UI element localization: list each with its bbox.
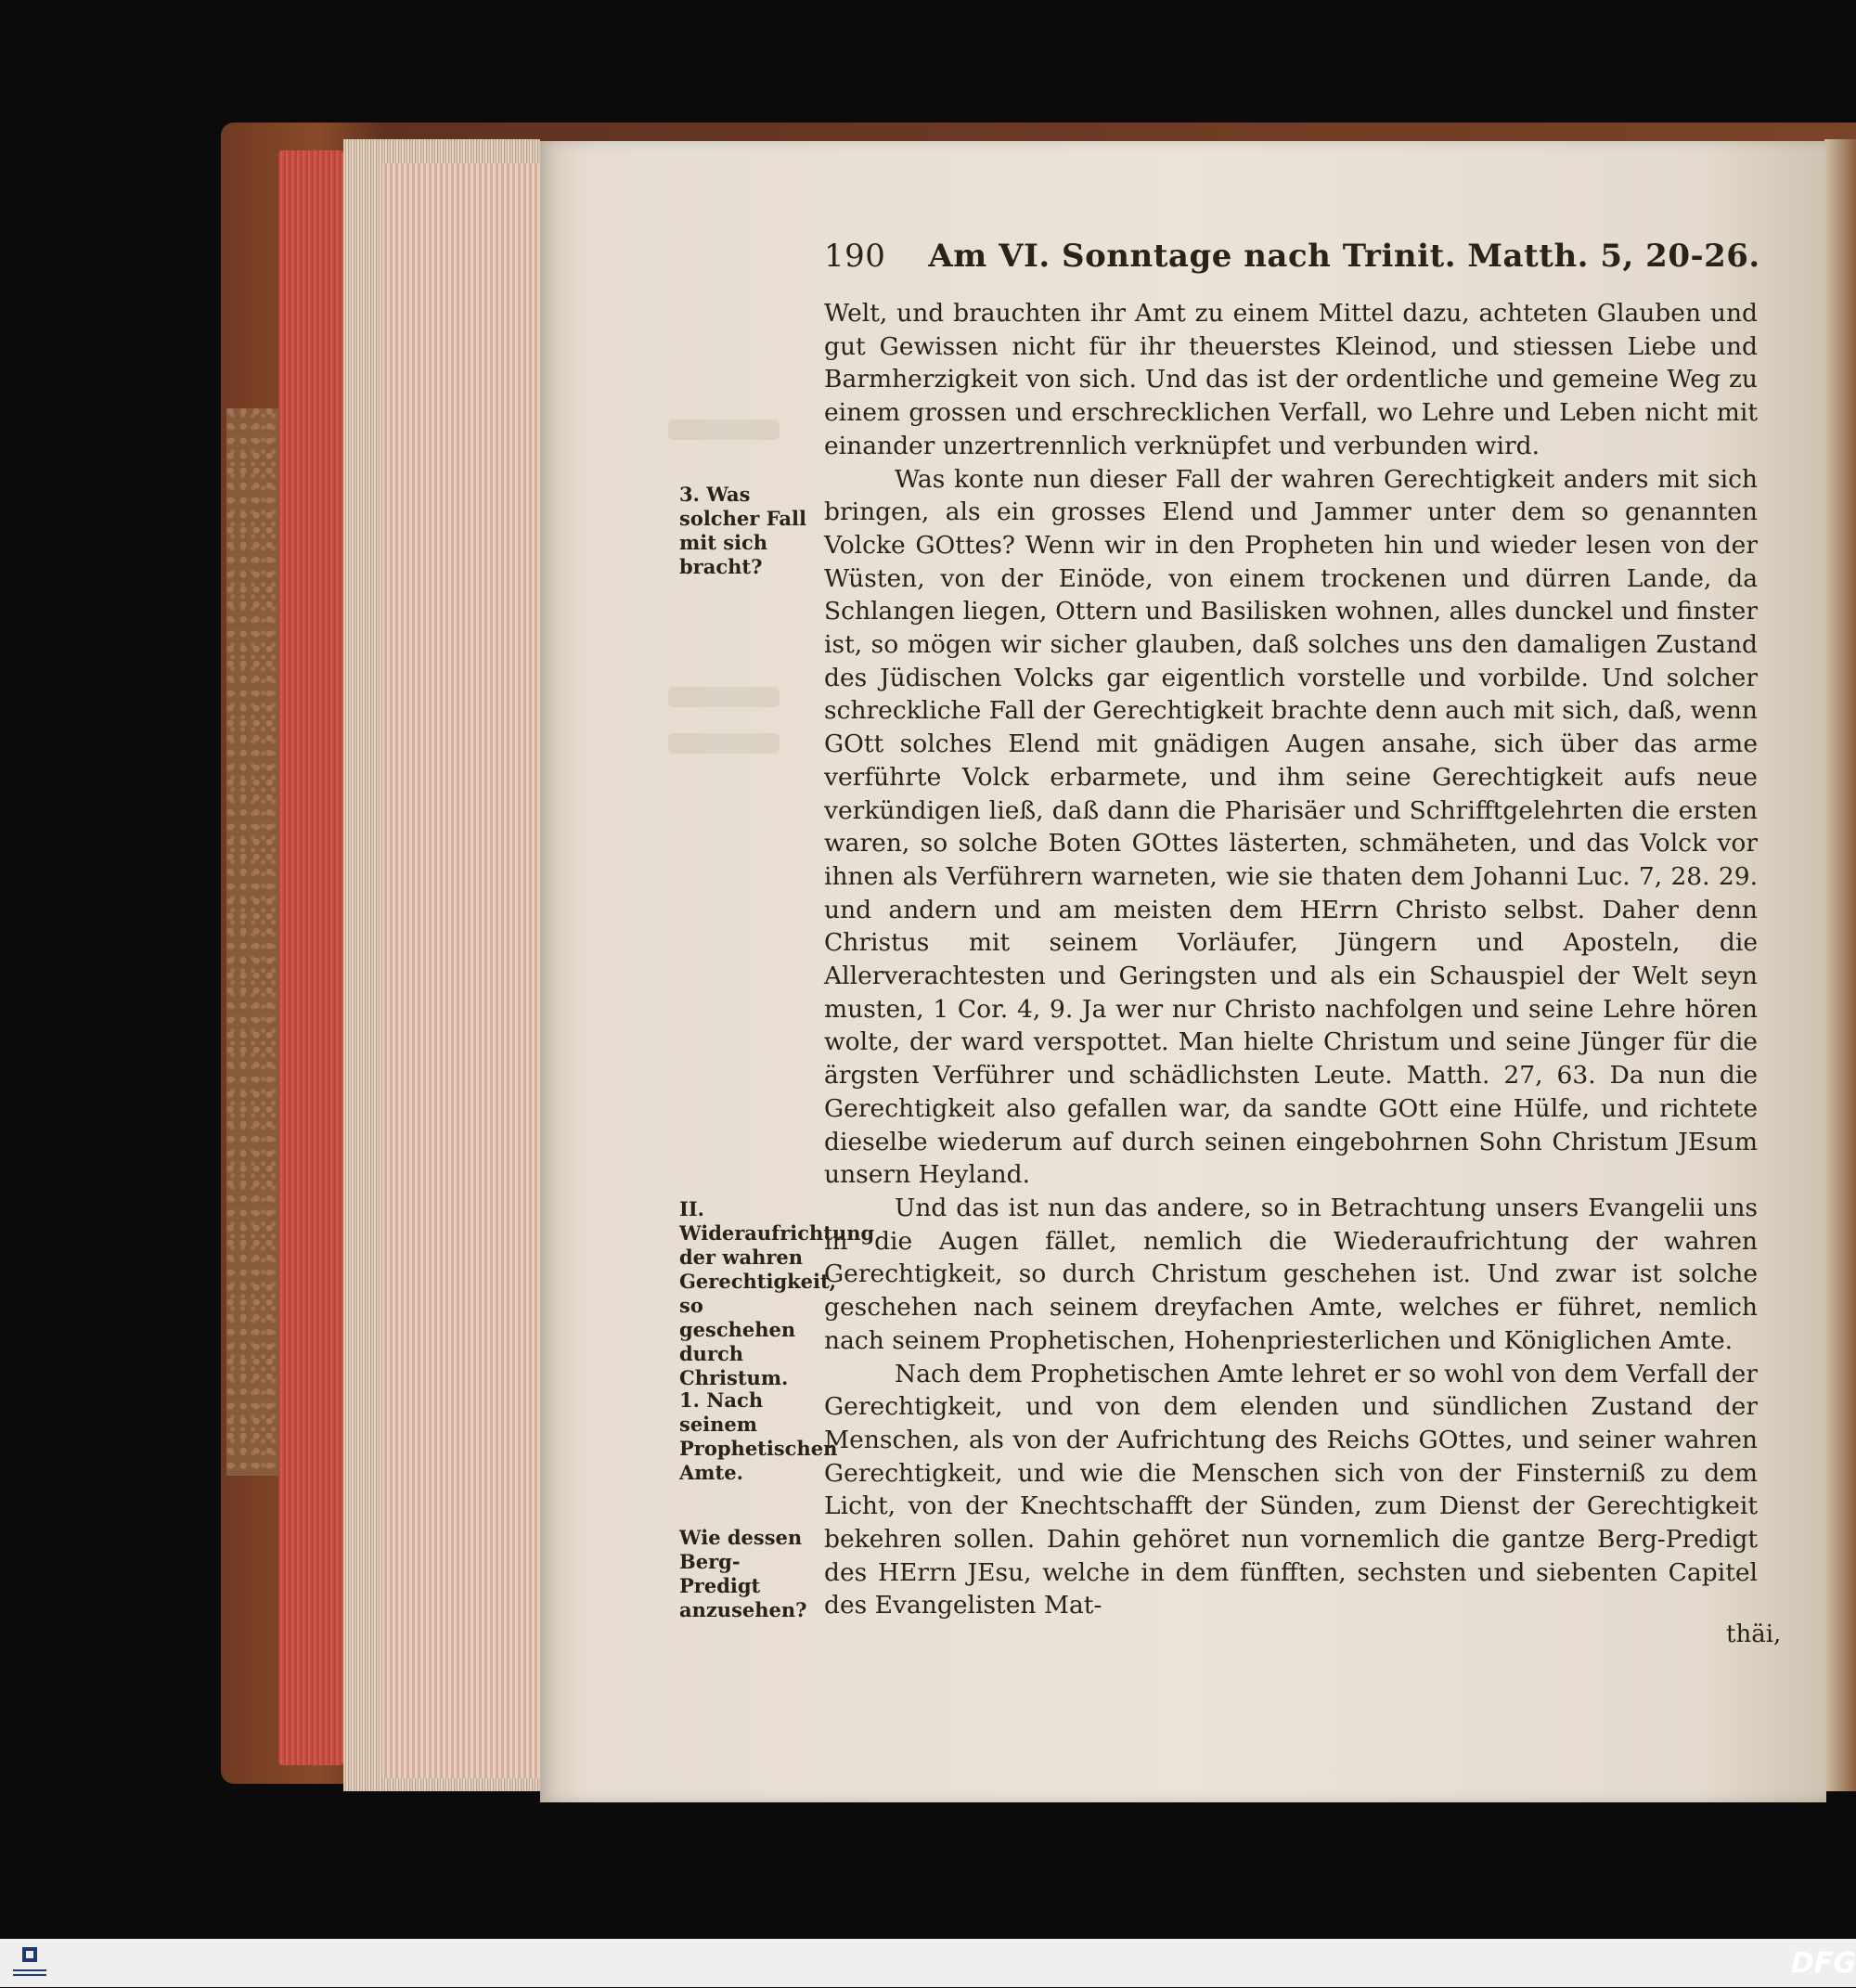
franckesche-stiftungen-logo-icon (6, 1943, 54, 1984)
margin-note-wideraufrichtung: II. Wideraufrichtung der wahren Gerechtigkeit, so geschehen durch Christum. (679, 1197, 875, 1389)
paragraph: Nach dem Prophetischen Amte lehret er so wohl von dem Verfall der Gerechtigkeit, und von dem elenden und sündlichen Zustand der Menschen, als von der Aufrichtung des Reichs GOttes, und seiner wahren Gerechtigkeit, und wie die Menschen sich von der Finsterniß zu dem Licht, von der Knechtschafft der Sünden, zum Dienst der Gerechtigkeit bekehren sollen. Dahin gehöret nun vornemlich die gantze Berg-Predigt des HErrn JEsu, welche in dem fünfften, sechsten und siebenten Capitel des Evangelisten Mat- (824, 1359, 1758, 1620)
red-page-edge (278, 150, 343, 1765)
body-text (824, 297, 1758, 1622)
right-page-edge (1824, 139, 1856, 1791)
marbled-endpaper (226, 408, 282, 1476)
margin-note-berg-predigt: Wie dessen Berg-Predigt anzusehen? (679, 1526, 807, 1621)
show-through-mark (668, 687, 780, 707)
paragraph: Welt, und brauchten ihr Amt zu einem Mittel dazu, achteten Glauben und gut Gewissen nicht für ihr theuerstes Kleinod, und stiessen Liebe und Barmherzigkeit von sich. Und das ist der ordentliche und gemeine Weg zu einem grossen und erschrecklichen Verfall, wo Lehre und Leben nicht mit einander unzertrennlich verknüpfet und verbunden wird. (824, 299, 1758, 460)
footer-bar (0, 1939, 1856, 1987)
running-title: Am VI. Sonntage nach Trinit. Matth. 5, 20-26. (928, 238, 1760, 275)
catchword: thäi, (1726, 1620, 1782, 1648)
page-number: 190 (824, 238, 886, 275)
show-through-mark (668, 733, 780, 754)
page-stack-inner (382, 163, 540, 1778)
paragraph: Und das ist nun das andere, so in Betrachtung unsers Evangelii uns in die Augen fället, nemlich die Wiederaufrichtung der wahren Gerechtigkeit, so durch Christum geschehen ist. Und zwar ist solche geschehen nach seinem dreyfachen Amte, welches er führet, nemlich nach seinem Prophetischen, Hohenpriesterlichen und Königlichen Amte. (824, 1193, 1758, 1355)
paragraph: Was konte nun dieser Fall der wahren Gerechtigkeit anders mit sich bringen, als ein grosses Elend und Jammer unter dem so genannten Volcke GOttes? Wenn wir in den Propheten hin und wieder lesen von der Wüsten, von der Einöde, von einem trockenen und dürren Lande, da Schlangen liegen, Ottern und Basilisken wohnen, alles dunckel und finster ist, so mögen wir sicher glauben, daß solches uns den damaligen Zustand des Jüdischen Volcks gar eigentlich vorstelle und vorbilde. Und solcher schreckliche Fall der Gerechtigkeit brachte denn auch mit sich, daß, wenn GOtt solches Elend mit gnädigen Augen ansahe, sich über das arme verführte Volck erbarmete, und ihm seine Gerechtigkeit aufs neue verkündigen ließ, daß dann die Pharisäer und Schrifftgelehrten die ersten waren, so solche Boten GOttes lästerten, schmäheten, und das Volck vor ihnen als Verführern warneten, wie sie thaten dem Johanni Luc. 7, 28. 29. und andern und am meisten dem HErrn Christo selbst. Daher denn Christus mit seinem Vorläufer, Jüngern und Aposteln, die Allerverachtesten und Geringsten und als ein Schauspiel der Welt seyn musten, 1 Cor. 4, 9. Ja wer nur Christo nachfolgen und seine Lehre hören wolte, der ward verspottet. Man hielte Christum und seine Jünger für die ärgsten Verführer und schädlichsten Leute. Matth. 27, 63. Da nun die Gerechtigkeit also gefallen war, da sandte GOtt eine Hülfe, und richtete dieselbe wiederum auf durch seinen eingebohrnen Sohn Christum JEsum unsern Heyland. (824, 464, 1758, 1190)
margin-note-fall: 3. Was solcher Fall mit sich bracht? (679, 483, 806, 578)
margin-note-prophetisches-amt: 1. Nach seinem Prophetischen Amte. (679, 1388, 838, 1484)
dfg-logo: DFG (1791, 1947, 1856, 1980)
show-through-mark (668, 420, 780, 440)
running-header (824, 238, 1760, 278)
